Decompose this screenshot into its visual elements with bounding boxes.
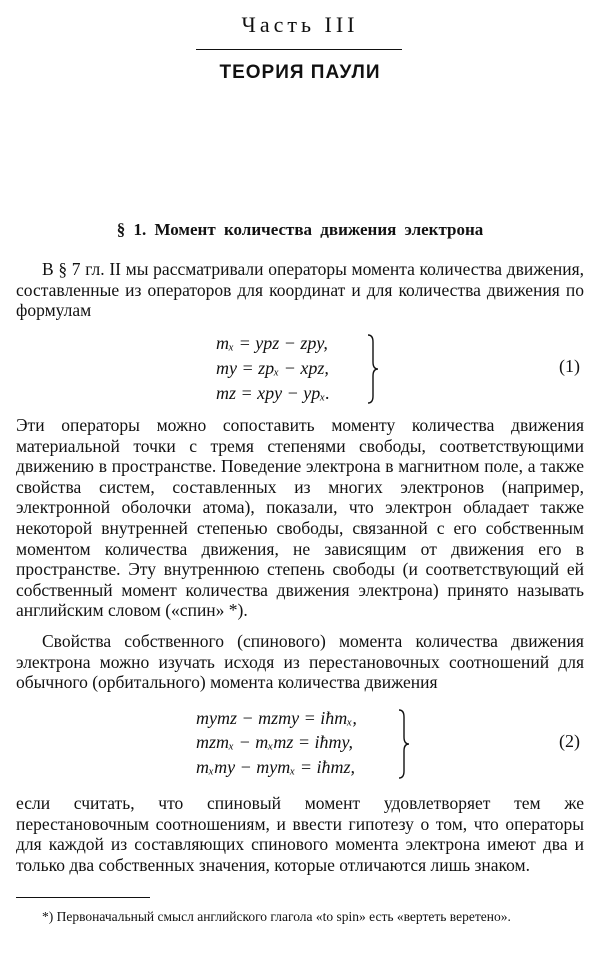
- right-brace-icon: [366, 334, 380, 404]
- title-divider: [196, 49, 402, 50]
- footnote: *) Первоначальный смысл английского глагола «to spin» есть «вертеть веретено».: [42, 909, 511, 924]
- chapter-title: ТЕОРИЯ ПАУЛИ: [219, 62, 381, 83]
- equation-1-number: (1): [559, 356, 580, 376]
- equation-2-line-1: mymz − mzmy = iħmₓ,: [196, 708, 357, 728]
- part-title: Часть III: [241, 12, 359, 37]
- section-heading: § 1. Момент количества движения электрона: [116, 220, 484, 239]
- equation-2-number: (2): [559, 731, 580, 751]
- paragraph-spin-description: Эти операторы можно сопоставить моменту количества движения материальной точки с тремя степенями свободы, соответствующими движению в пространстве. Поведение электрона в магнитном поле, а также свойства систем, составленных из многих электронов (например, электронной оболочки атома), показали, что электрон обладает также некоторой внутренней степенью свободы, связанной с его собственным моментом количества движения, не зависящим от движения его в пространстве. Эту внутреннюю степень свободы (и соответствующий ей собственный момент количества движения электрона) принято называть английским словом («спин» *).: [16, 415, 584, 621]
- right-brace-icon: [397, 709, 411, 779]
- footnote-divider: [16, 897, 150, 898]
- paragraph-hypothesis: если считать, что спиновый момент удовлетворяет тем же перестановочным соотношениям, и ввести гипотезу о том, что операторы для каждой из составляющих спинового момента электрона имеют два и только два собственных значения, которые отличаются лишь знаком.: [16, 793, 584, 875]
- paragraph-commutation-intro: Свойства собственного (спинового) момента количества движения электрона можно изучать исходя из перестановочных соотношений для обычного (орбитального) момента количества движения: [16, 631, 584, 693]
- equation-1-line-3: mz = xpy − ypₓ.: [216, 383, 330, 403]
- equation-1-line-2: my = zpₓ − xpz,: [216, 358, 329, 378]
- equation-1-line-1: mₓ = ypz − zpy,: [216, 333, 328, 353]
- equation-2-line-3: mₓmy − mymₓ = iħmz,: [196, 757, 356, 777]
- paragraph-intro: В § 7 гл. II мы рассматривали операторы момента количества движения, составленные из операторов для координат и для количества движения по формулам: [16, 259, 584, 321]
- equation-2-line-2: mzmₓ − mₓmz = iħmy,: [196, 732, 354, 752]
